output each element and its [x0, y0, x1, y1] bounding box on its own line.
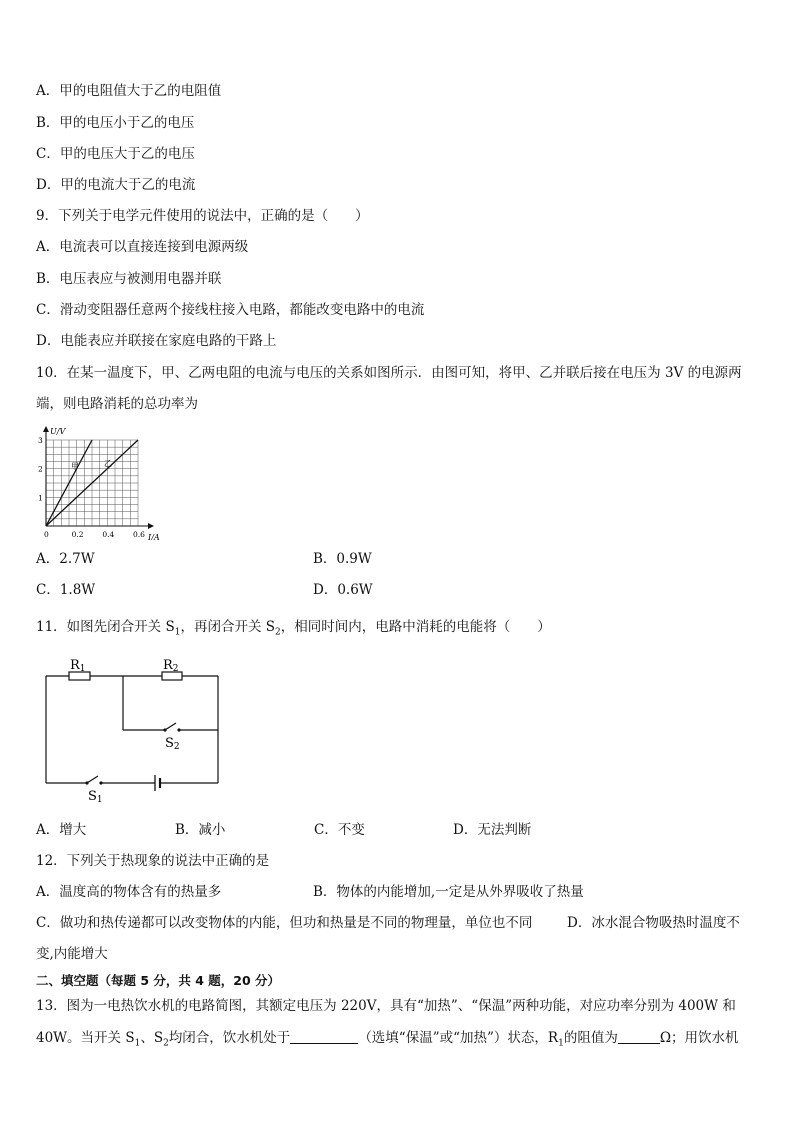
q10-stem-line2: 端，则电路消耗的总功率为 [36, 396, 198, 412]
circuit-diagram [40, 655, 240, 805]
answer-blank-resistance[interactable] [618, 1029, 660, 1044]
y-tick-label: 3 [38, 436, 43, 445]
q12-stem: 12．下列关于热现象的说法中正确的是 [36, 853, 270, 869]
series-label-2: 乙 [104, 459, 112, 468]
label-r1: R1 [70, 658, 86, 674]
q12-option-b: B．物体的内能增加,一定是从外界吸收了热量 [313, 884, 584, 900]
q11-option-c: C．不变 [314, 822, 365, 838]
y-axis-label: U/V [50, 427, 66, 436]
q13-line1: 13．图为一电热饮水机的电路简图，其额定电压为 220V，具有“加热”、“保温”两种功能，对应功率分别为 400W 和 [36, 998, 736, 1014]
x-tick-label: 0.6 [133, 530, 145, 539]
x-tick-label: 0.2 [71, 530, 84, 539]
q9-option-a: A．电流表可以直接连接到电源两级 [36, 239, 249, 255]
y-tick-label: 1 [38, 493, 43, 503]
q10-option-d: D．0.6W [313, 582, 373, 598]
battery [155, 775, 160, 791]
label-s1: S1 [88, 789, 103, 805]
q11-option-b: B．减小 [175, 822, 226, 838]
y-tick-label: 2 [38, 464, 43, 474]
q12-option-d-line2: 变,内能增大 [36, 946, 108, 962]
x-tick-label: 0 [44, 530, 49, 539]
x-axis-arrow [148, 523, 154, 529]
q9-stem: 9．下列关于电学元件使用的说法中，正确的是（ ） [36, 208, 369, 224]
q9-option-b: B．电压表应与被测用电器并联 [36, 271, 222, 287]
q10-option-c: C．1.8W [36, 582, 96, 598]
q10-stem-line1: 10．在某一温度下，甲、乙两电阻的电流与电压的关系如图所示．由图可知，将甲、乙并联后接在电压为 3V 的电源两 [36, 365, 742, 381]
q11-option-d: D．无法判断 [453, 822, 532, 838]
q13-line2: 40W。当开关 $S_1$、$S_2$均闭合，饮水机处于 （选填“保温”或“加热”）状态，$R_1$的阻值为 Ω；用饮水机 [36, 1030, 739, 1049]
q12-option-c: C．做功和热传递都可以改变物体的内能，但功和热量是不同的物理量，单位也不同 [36, 915, 533, 931]
y-axis-arrow [43, 426, 49, 432]
section-heading: 二、填空题（每题 5 分，共 4 题，20 分） [36, 973, 281, 988]
q8-option-a: A．甲的电阻值大于乙的电阻值 [36, 83, 222, 99]
label-r2: R2 [163, 658, 179, 674]
x-axis-label: I/A [148, 533, 160, 540]
q12-option-d-line1: D．冰水混合物吸热时温度不 [567, 915, 740, 931]
q9-option-c: C．滑动变阻器任意两个接线柱接入电路，都能改变电路中的电流 [36, 302, 425, 318]
answer-blank-state[interactable] [290, 1029, 358, 1044]
iu-graph [30, 420, 170, 540]
q10-option-a: A．2.7W [36, 551, 95, 567]
q8-option-c: C．甲的电压大于乙的电压 [36, 146, 195, 162]
series-label-1: 甲 [71, 462, 79, 471]
q8-option-b: B．甲的电压小于乙的电压 [36, 115, 195, 131]
x-tick-label: 0.4 [102, 530, 115, 539]
q11-stem: 11．如图先闭合开关 $S_1$，再闭合开关 $S_2$，相同时间内，电路中消耗的电能将（ ） [36, 619, 551, 638]
label-s2: S2 [165, 736, 180, 752]
q10-option-b: B．0.9W [313, 551, 372, 567]
q12-option-a: A．温度高的物体含有的热量多 [36, 884, 222, 900]
q11-option-a: A．增大 [36, 822, 87, 838]
q9-option-d: D．电能表应并联接在家庭电路的干路上 [36, 333, 277, 349]
q8-option-d: D．甲的电流大于乙的电流 [36, 177, 196, 193]
